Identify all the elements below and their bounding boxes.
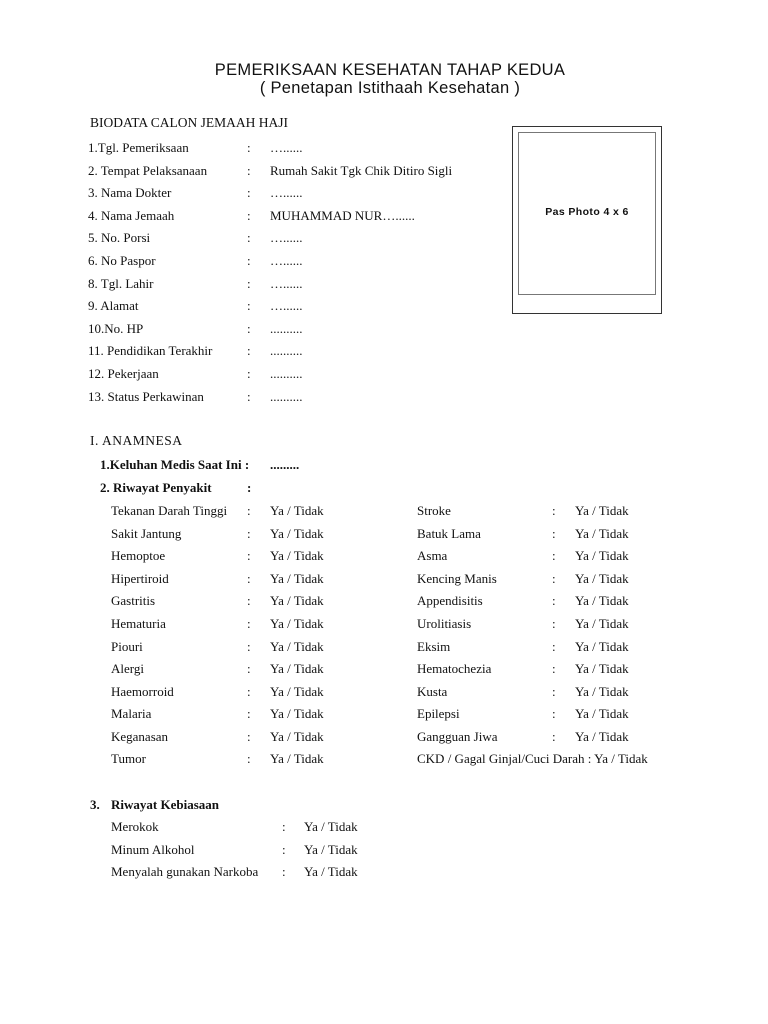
biodata-colon: : [247, 162, 251, 178]
biodata-colon: : [247, 185, 251, 201]
disease-colon: : [247, 525, 251, 541]
disease-option[interactable]: Ya / Tidak [575, 683, 629, 699]
disease-option[interactable]: Ya / Tidak [270, 661, 324, 677]
disease-label: Sakit Jantung [111, 525, 182, 541]
disease-label: Kusta [417, 683, 448, 699]
biodata-value[interactable]: .......... [270, 366, 303, 381]
disease-colon: : [247, 616, 251, 631]
disease-label: Malaria [111, 706, 152, 722]
biodata-value[interactable]: …...... [270, 298, 303, 314]
disease-option[interactable]: Ya / Tidak [270, 729, 324, 744]
disease-label: Stroke [417, 503, 451, 518]
disease-option[interactable]: Ya / Tidak [270, 616, 324, 631]
biodata-label: 2. Tempat Pelaksanaan [88, 162, 208, 178]
biodata-label: 4. Nama Jemaah [88, 207, 175, 223]
biodata-label: 1.Tgl. Pemeriksaan [88, 140, 189, 155]
biodata-value[interactable]: …...... [270, 140, 303, 155]
keluhan-value[interactable]: ......... [270, 457, 300, 472]
disease-label: Hematochezia [417, 661, 492, 677]
biodata-colon: : [247, 343, 251, 359]
disease-label: Epilepsi [417, 706, 460, 722]
disease-option[interactable]: Ya / Tidak [270, 706, 324, 722]
disease-label: Kencing Manis [417, 570, 497, 586]
photo-label: Pas Photo 4 x 6 [545, 206, 629, 218]
disease-label: Haemorroid [111, 683, 174, 699]
biodata-value[interactable]: .......... [270, 343, 303, 359]
habit-colon: : [282, 819, 286, 834]
biodata-colon: : [247, 388, 251, 404]
disease-colon: : [552, 706, 556, 722]
disease-label: Gangguan Jiwa [417, 729, 498, 744]
disease-colon: : [247, 503, 251, 518]
habit-option[interactable]: Ya / Tidak [304, 864, 358, 880]
biodata-colon: : [247, 230, 251, 246]
disease-colon: : [247, 729, 251, 744]
disease-option[interactable]: Ya / Tidak [575, 593, 629, 609]
kebiasaan-number: 3. [90, 797, 100, 812]
biodata-value[interactable]: .......... [270, 388, 303, 404]
biodata-colon: : [247, 275, 251, 291]
biodata-colon: : [247, 366, 251, 381]
disease-label: Appendisitis [417, 593, 483, 609]
disease-colon: : [247, 593, 251, 609]
disease-option[interactable]: Ya / Tidak [575, 548, 629, 564]
biodata-label: 10.No. HP [88, 320, 144, 336]
biodata-label: 6. No Paspor [88, 253, 156, 268]
disease-option[interactable]: Ya / Tidak [575, 570, 629, 586]
biodata-label: 13. Status Perkawinan [88, 388, 204, 404]
biodata-label: 5. No. Porsi [88, 230, 151, 246]
biodata-colon: : [247, 253, 251, 268]
disease-colon: : [552, 729, 556, 744]
disease-colon: : [552, 683, 556, 699]
disease-option[interactable]: Ya / Tidak [575, 616, 629, 631]
disease-label: Urolitiasis [417, 616, 472, 631]
disease-option[interactable]: Ya / Tidak [270, 525, 324, 541]
biodata-colon: : [247, 140, 251, 155]
disease-option[interactable]: Ya / Tidak [270, 548, 324, 564]
photo-box [512, 126, 662, 314]
biodata-value[interactable]: …...... [270, 230, 303, 246]
riwayat-penyakit-label: 2. Riwayat Penyakit [100, 480, 212, 495]
anamnesa-heading: I. ANAMNESA [90, 433, 183, 448]
disease-label: Hemoptoe [111, 548, 166, 564]
disease-option[interactable]: Ya / Tidak [270, 593, 324, 609]
disease-colon: : [552, 661, 556, 677]
biodata-label: 9. Alamat [88, 298, 139, 314]
biodata-value[interactable]: Rumah Sakit Tgk Chik Ditiro Sigli [270, 162, 453, 178]
habit-option[interactable]: Ya / Tidak [304, 819, 358, 834]
riwayat-penyakit-colon: : [247, 480, 252, 495]
disease-option[interactable]: Ya / Tidak [575, 525, 629, 541]
disease-label: Alergi [111, 661, 144, 677]
disease-label: Keganasan [111, 729, 169, 744]
biodata-value[interactable]: …...... [270, 275, 303, 291]
disease-colon: : [247, 751, 251, 766]
disease-option[interactable]: Ya / Tidak [575, 706, 629, 722]
disease-option[interactable]: Ya / Tidak [575, 661, 629, 677]
disease-colon: : [247, 638, 251, 654]
disease-label: Asma [417, 548, 448, 564]
biodata-value[interactable]: …...... [270, 185, 303, 201]
habit-label: Minum Alkohol [111, 841, 195, 857]
disease-colon: : [247, 548, 251, 564]
disease-colon: : [247, 661, 251, 677]
disease-label: Tumor [111, 751, 146, 766]
habit-colon: : [282, 841, 286, 857]
biodata-value[interactable]: .......... [270, 320, 303, 336]
biodata-heading: BIODATA CALON JEMAAH HAJI [90, 115, 289, 130]
habit-option[interactable]: Ya / Tidak [304, 841, 358, 857]
disease-colon: : [552, 503, 556, 518]
disease-colon: : [552, 525, 556, 541]
kebiasaan-label: Riwayat Kebiasaan [111, 797, 219, 812]
disease-option[interactable]: Ya / Tidak [270, 683, 324, 699]
disease-colon: : [552, 593, 556, 609]
keluhan-label: 1.Keluhan Medis Saat Ini : [100, 457, 250, 472]
biodata-label: 8. Tgl. Lahir [88, 275, 154, 291]
biodata-value[interactable]: …...... [270, 253, 303, 268]
ckd-row[interactable]: CKD / Gagal Ginjal/Cuci Darah : Ya / Tidak [417, 751, 648, 766]
disease-colon: : [247, 570, 251, 586]
disease-option[interactable]: Ya / Tidak [575, 729, 629, 744]
disease-option[interactable]: Ya / Tidak [270, 503, 324, 518]
disease-label: Batuk Lama [417, 525, 481, 541]
biodata-value[interactable]: MUHAMMAD NUR…...... [270, 207, 415, 223]
habit-colon: : [282, 864, 286, 880]
disease-option[interactable]: Ya / Tidak [575, 503, 629, 518]
disease-label: Eksim [417, 638, 451, 654]
biodata-colon: : [247, 298, 251, 314]
disease-label: Piouri [111, 638, 143, 654]
biodata-colon: : [247, 320, 251, 336]
disease-colon: : [247, 683, 251, 699]
disease-option[interactable]: Ya / Tidak [270, 751, 324, 766]
document-subtitle: ( Penetapan Istithaah Kesehatan ) [259, 79, 521, 97]
biodata-label: 11. Pendidikan Terakhir [88, 343, 213, 359]
biodata-label: 3. Nama Dokter [88, 185, 172, 201]
document-title: PEMERIKSAAN KESEHATAN TAHAP KEDUA [214, 61, 566, 79]
disease-option[interactable]: Ya / Tidak [270, 638, 324, 654]
disease-label: Hematuria [111, 616, 166, 631]
disease-colon: : [552, 638, 556, 654]
biodata-colon: : [247, 207, 251, 223]
disease-option[interactable]: Ya / Tidak [575, 638, 629, 654]
disease-label: Hipertiroid [111, 570, 169, 586]
habit-label: Menyalah gunakan Narkoba [111, 864, 259, 880]
disease-colon: : [552, 616, 556, 631]
disease-colon: : [552, 548, 556, 564]
disease-option[interactable]: Ya / Tidak [270, 570, 324, 586]
disease-label: Gastritis [111, 593, 156, 609]
disease-colon: : [552, 570, 556, 586]
disease-label: Tekanan Darah Tinggi [111, 503, 228, 518]
habit-label: Merokok [111, 819, 159, 834]
biodata-label: 12. Pekerjaan [88, 366, 159, 381]
disease-colon: : [247, 706, 251, 722]
